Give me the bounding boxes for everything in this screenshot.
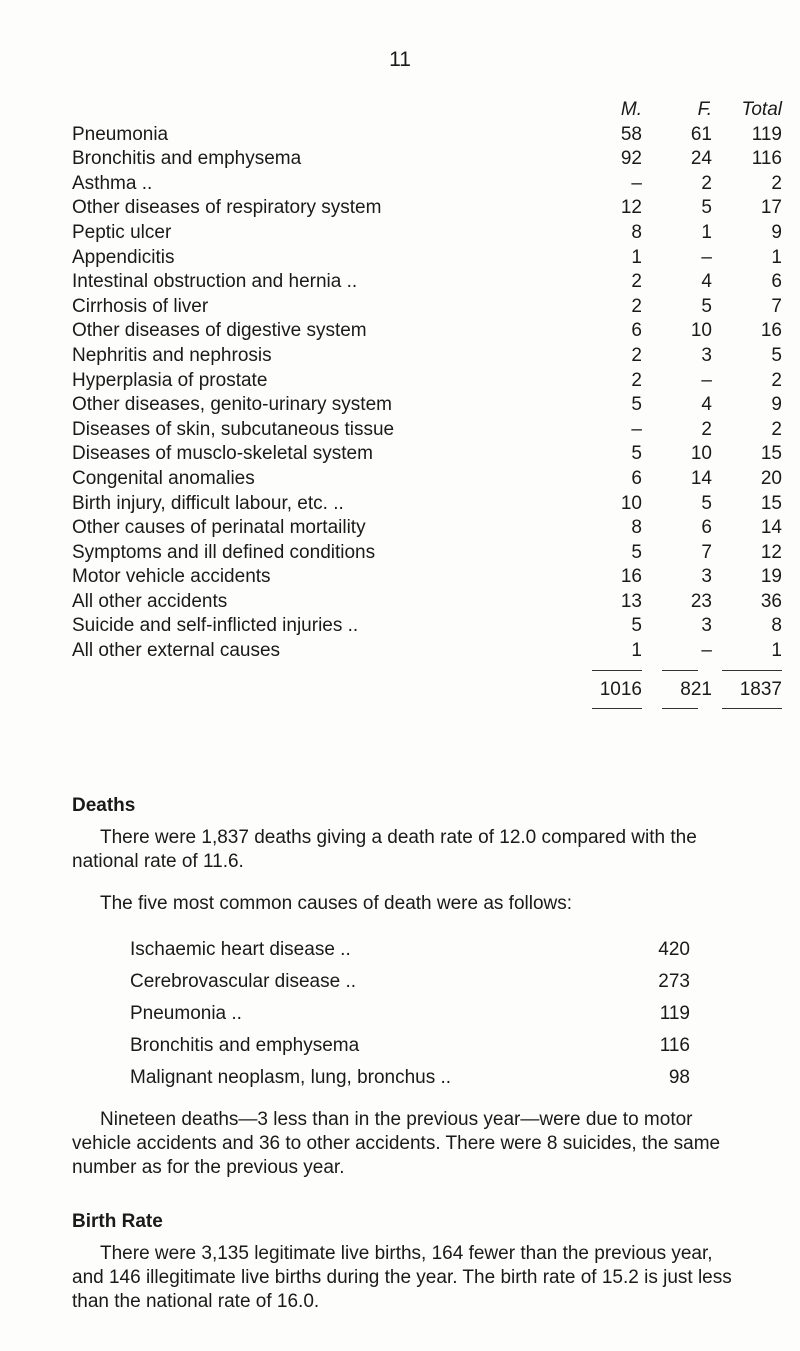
row-male: 92 — [620, 148, 642, 170]
row-male: – — [631, 418, 642, 440]
table-row — [72, 418, 782, 443]
table-row — [72, 246, 782, 271]
common-causes-list — [130, 934, 732, 1094]
row-female: 3 — [701, 344, 712, 366]
row-female: – — [701, 246, 712, 268]
table-row — [72, 196, 782, 221]
list-item — [130, 934, 732, 966]
total-female: 821 — [680, 678, 712, 700]
list-item — [130, 1062, 732, 1094]
deaths-paragraph-2: The five most common causes of death were as follows: — [100, 893, 573, 914]
cause-label: Pneumonia .. — [130, 1003, 242, 1024]
cause-value: 119 — [659, 1003, 690, 1024]
row-label: Peptic ulcer — [72, 221, 172, 243]
row-label: Congenital anomalies — [72, 467, 255, 489]
row-total: 15 — [760, 443, 782, 465]
row-total: 1 — [771, 246, 782, 268]
table-row — [72, 442, 782, 467]
row-male: – — [631, 172, 642, 194]
row-label: Other causes of perinatal mortaility — [72, 517, 366, 539]
cause-label: Cerebrovascular disease .. — [130, 971, 356, 992]
total-all: 1837 — [739, 678, 782, 700]
row-total: 6 — [771, 271, 782, 293]
row-male: 6 — [631, 467, 642, 489]
causes-of-death-table — [72, 98, 782, 716]
total-male: 1016 — [599, 678, 642, 700]
table-row — [72, 295, 782, 320]
row-total: 5 — [771, 344, 782, 366]
row-label: Diseases of musclo-skeletal system — [72, 443, 373, 465]
row-label: Nephritis and nephrosis — [72, 344, 272, 366]
row-female: 5 — [701, 197, 712, 219]
row-label: Suicide and self-inflicted injuries .. — [72, 615, 359, 637]
row-female: – — [701, 369, 712, 391]
row-label: Pneumonia — [72, 123, 169, 145]
row-total: 1 — [771, 640, 782, 662]
row-label: Intestinal obstruction and hernia .. — [72, 271, 358, 293]
row-label: Birth injury, difficult labour, etc. .. — [72, 492, 344, 514]
row-label: Cirrhosis of liver — [72, 295, 209, 317]
row-label: Motor vehicle accidents — [72, 566, 271, 588]
deaths-paragraph-3: Nineteen deaths—3 less than in the previous year—were due to motor vehicle accidents and 36 to other accidents. There were 8 suicides, the same number as for the previous year. — [72, 1109, 721, 1178]
row-label: Symptoms and ill defined conditions — [72, 541, 376, 563]
header-female: F. — [697, 99, 712, 120]
table-header — [72, 98, 782, 123]
row-male: 2 — [631, 271, 642, 293]
row-total: 2 — [771, 172, 782, 194]
table-row — [72, 590, 782, 615]
row-female: 10 — [690, 443, 712, 465]
list-item — [130, 966, 732, 998]
row-male: 10 — [620, 492, 642, 514]
table-row — [72, 270, 782, 295]
row-male: 16 — [620, 566, 642, 588]
row-total: 12 — [760, 541, 782, 563]
row-total: 2 — [771, 369, 782, 391]
row-female: 4 — [701, 271, 712, 293]
row-total: 15 — [760, 492, 782, 514]
deaths-section — [72, 794, 732, 1332]
list-item — [130, 998, 732, 1030]
row-label: Diseases of skin, subcutaneous tissue — [72, 418, 395, 440]
cause-value: 273 — [658, 971, 690, 992]
row-total: 8 — [771, 615, 782, 637]
birth-rate-paragraph: There were 3,135 legitimate live births, 164 fewer than the previous year, and 146 illegitimate live births during the year. The birth rate of 15.2 is just less than the national rate of 16.0. — [72, 1243, 732, 1312]
row-male: 5 — [631, 541, 642, 563]
table-row — [72, 541, 782, 566]
row-total: 9 — [771, 394, 782, 416]
table-row — [72, 147, 782, 172]
page-number: 11 — [389, 48, 411, 71]
list-item — [130, 1030, 732, 1062]
table-row — [72, 123, 782, 148]
row-label: Other diseases of respiratory system — [72, 197, 382, 219]
total-rules-bottom — [72, 702, 712, 716]
row-total: 119 — [751, 123, 782, 145]
row-female: 5 — [701, 492, 712, 514]
table-row — [72, 492, 782, 517]
row-label: Appendicitis — [72, 246, 175, 268]
table-row — [72, 639, 782, 664]
cause-value: 420 — [658, 939, 690, 960]
table-row — [72, 614, 782, 639]
row-total: 9 — [771, 221, 782, 243]
row-male: 1 — [631, 640, 642, 662]
header-total: Total — [741, 99, 782, 120]
row-total: 36 — [760, 590, 782, 612]
row-label: Hyperplasia of prostate — [72, 369, 268, 391]
row-male: 8 — [631, 221, 642, 243]
cause-label: Malignant neoplasm, lung, bronchus .. — [130, 1067, 452, 1088]
row-male: 5 — [631, 394, 642, 416]
row-total: 7 — [771, 295, 782, 317]
row-female: 4 — [701, 394, 712, 416]
table-row — [72, 221, 782, 246]
row-label: Other diseases, genito-urinary system — [72, 394, 392, 416]
table-row — [72, 516, 782, 541]
row-female: 3 — [701, 615, 712, 637]
row-male: 2 — [631, 369, 642, 391]
total-rules-top — [72, 664, 712, 678]
row-male: 2 — [631, 344, 642, 366]
cause-label: Bronchitis and emphysema — [130, 1035, 360, 1056]
row-female: 2 — [701, 172, 712, 194]
row-total: 116 — [751, 148, 782, 170]
row-female: 1 — [701, 221, 712, 243]
row-female: – — [701, 640, 712, 662]
row-female: 14 — [690, 467, 712, 489]
deaths-paragraph-1: There were 1,837 deaths giving a death rate of 12.0 compared with the national rate of 11.6. — [72, 827, 697, 872]
row-label: All other external causes — [72, 640, 281, 662]
row-female: 24 — [690, 148, 712, 170]
table-body — [72, 123, 782, 664]
row-female: 7 — [701, 541, 712, 563]
row-male: 58 — [620, 123, 642, 145]
row-label: Bronchitis and emphysema — [72, 148, 302, 170]
header-male: M. — [620, 99, 642, 120]
row-label: Asthma .. — [72, 172, 153, 194]
row-male: 2 — [631, 295, 642, 317]
cause-label: Ischaemic heart disease .. — [130, 939, 351, 960]
row-male: 6 — [631, 320, 642, 342]
table-row — [72, 565, 782, 590]
cause-value: 116 — [659, 1035, 690, 1056]
row-female: 10 — [690, 320, 712, 342]
table-row — [72, 393, 782, 418]
table-row — [72, 344, 782, 369]
row-female: 23 — [690, 590, 712, 612]
table-row — [72, 319, 782, 344]
row-label: Other diseases of digestive system — [72, 320, 367, 342]
row-female: 5 — [701, 295, 712, 317]
table-row — [72, 467, 782, 492]
row-male: 13 — [620, 590, 642, 612]
row-female: 61 — [690, 123, 712, 145]
row-female: 3 — [701, 566, 712, 588]
table-row — [72, 369, 782, 394]
cause-value: 98 — [668, 1067, 690, 1088]
row-total: 19 — [760, 566, 782, 588]
table-totals-row — [72, 678, 782, 703]
row-male: 5 — [631, 443, 642, 465]
row-total: 20 — [760, 467, 782, 489]
birth-rate-heading: Birth Rate — [72, 1211, 163, 1232]
row-total: 14 — [760, 517, 782, 539]
row-label: All other accidents — [72, 590, 228, 612]
row-male: 8 — [631, 517, 642, 539]
row-male: 1 — [631, 246, 642, 268]
table-row — [72, 172, 782, 197]
row-female: 2 — [701, 418, 712, 440]
row-total: 2 — [771, 418, 782, 440]
row-total: 17 — [760, 197, 782, 219]
row-male: 12 — [620, 197, 642, 219]
row-total: 16 — [760, 320, 782, 342]
row-male: 5 — [631, 615, 642, 637]
deaths-heading: Deaths — [72, 795, 136, 816]
row-female: 6 — [701, 517, 712, 539]
